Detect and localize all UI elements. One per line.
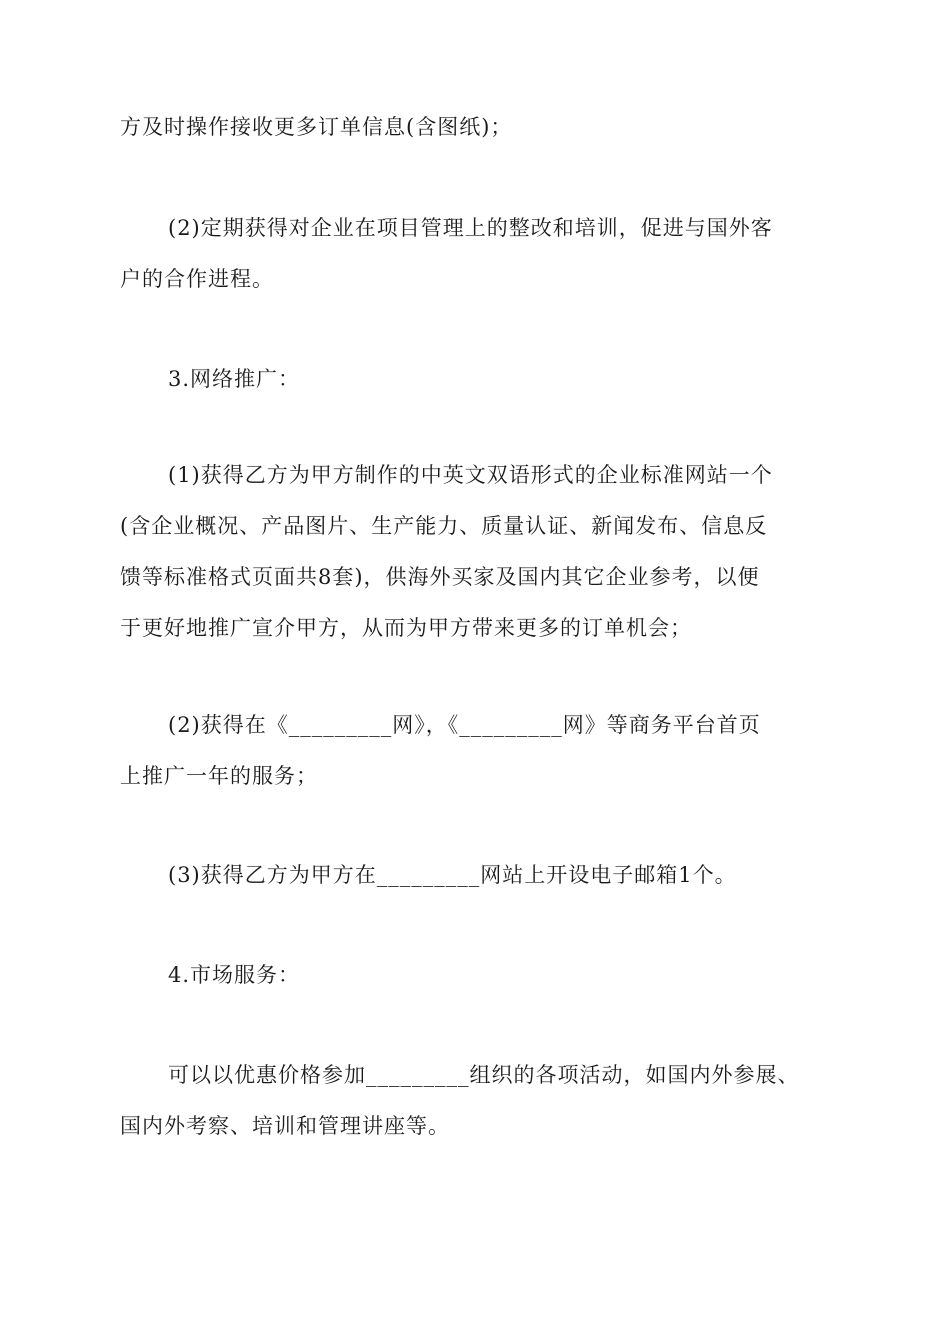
paragraph-activities <box>120 1050 840 1152</box>
text-line: (1)获得乙方为甲方制作的中英文双语形式的企业标准网站一个 <box>168 463 773 487</box>
section-heading-market-service <box>120 950 840 1001</box>
paragraph-email <box>120 850 840 901</box>
text-line: 上推广一年的服务； <box>120 764 318 788</box>
paragraph-training <box>120 203 840 305</box>
text-line: 方及时操作接收更多订单信息(含图纸)； <box>120 115 513 139</box>
section-heading-network-promotion <box>120 354 840 405</box>
text-line: 于更好地推广宣介甲方，从而为甲方带来更多的订单机会； <box>120 616 692 640</box>
paragraph-website <box>120 450 840 654</box>
text-line: (含企业概况、产品图片、生产能力、质量认证、新闻发布、信息反 <box>120 514 768 538</box>
text-line: 户的合作进程。 <box>120 267 274 291</box>
text-line: 3.网络推广： <box>168 367 301 391</box>
text-line: (2)获得在《_________网》，《_________网》等商务平台首页 <box>168 713 761 737</box>
text-line: 4.市场服务： <box>168 963 301 987</box>
paragraph-platform-promotion <box>120 700 840 802</box>
text-line: 可以以优惠价格参加_________组织的各项活动，如国内外参展、 <box>168 1063 800 1087</box>
text-line: 馈等标准格式页面共8套)，供海外买家及国内其它企业参考，以便 <box>120 565 760 589</box>
text-line: (3)获得乙方为甲方在_________网站上开设电子邮箱1个。 <box>168 863 737 887</box>
paragraph-order-info <box>120 102 840 153</box>
text-line: 国内外考察、培训和管理讲座等。 <box>120 1114 450 1138</box>
text-line: (2)定期获得对企业在项目管理上的整改和培训，促进与国外客 <box>168 216 773 240</box>
